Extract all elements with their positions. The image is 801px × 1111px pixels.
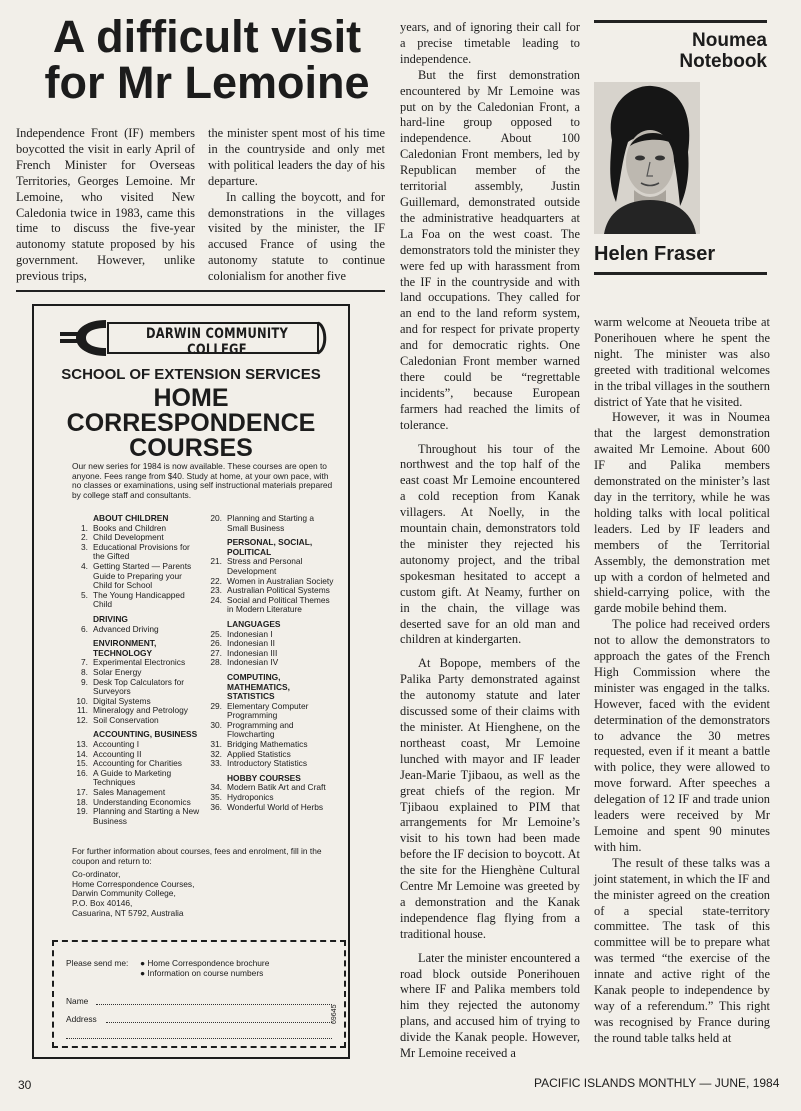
course-list-left [72,514,200,826]
course-section-heading: PERSONAL, SOCIAL, POLITICAL [227,537,313,557]
author-photo [594,82,700,234]
notebook-bottom-rule [594,272,767,275]
course-number: 5. [81,589,88,600]
course-title: Indonesian II [227,638,275,649]
course-title: Books and Children [93,522,167,533]
coupon-option-brochure[interactable]: ● Home Correspondence brochure [140,958,270,968]
course-title: Bridging Mathematics [227,739,308,750]
coupon-address-label: Address [66,1014,97,1024]
course-title: Advanced Driving [93,623,159,634]
paragraph: In calling the boycott, and for demonstrations in the villages visited by the minister, the IF accused France of using the autonomy statute to continue colonialism for another five [208,189,385,284]
notebook-title-line-1: Noumea [692,30,767,51]
course-title: Getting Started — Parents Guide to Preparing your Child for School [93,560,192,591]
course-title: Soil Conservation [93,714,159,725]
course-item [72,562,200,591]
coupon-option-course-info[interactable]: ● Information on course numbers [140,968,264,978]
course-title: Indonesian IV [227,657,279,668]
course-section-heading: ENVIRONMENT, TECHNOLOGY [93,638,157,658]
course-section-heading: ACCOUNTING, BUSINESS [93,729,198,740]
course-title: Accounting for Charities [93,758,182,769]
coupon-send-label: Please send me: [66,958,129,968]
notebook-title [592,30,767,72]
ad-contact-line: For further information about courses, fees and enrolment, fill in the coupon and return to: [72,846,322,866]
course-title: Mineralogy and Petrology [93,705,188,716]
course-number: 20. [210,513,222,523]
course-title: Introductory Statistics [227,758,308,769]
course-number: 16. [76,767,88,778]
course-number: 33. [210,758,222,769]
ad-intro-text: Our new series for 1984 is now available. These courses are open to anyone. Fees range from $40. Study at home, at your own pace, with no classes or examinations, using self instructional materials prepared by college staff and consultants. [72,461,333,500]
logo-mark-icon [60,320,106,356]
course-number: 10. [76,695,88,706]
course-title: Elementary Computer Programming [227,700,309,721]
ad-contact-info [72,847,342,918]
course-number: 24. [210,594,222,605]
coupon-name-label: Name [66,996,89,1006]
course-item [72,807,200,826]
course-item [206,596,336,615]
coupon-address-field[interactable] [106,1022,332,1023]
paragraph: The result of these talks was a joint statement, in which the IF and the minister agreed on the creation of a special state-territory committee. The task of this committee will be to prepare what was termed “the exercise of the innate and active right of the Kanak people to independence by way of a referendum.” This right was recognised by France during the round table talks held at [594,855,770,1045]
page-number: 30 [18,1078,32,1092]
course-title: The Young Handicapped Child [93,589,185,610]
course-number: 4. [81,560,88,571]
course-number: 30. [210,719,222,730]
course-number: 36. [210,801,222,812]
course-title: Accounting I [93,739,140,750]
course-number: 15. [76,758,88,769]
course-number: 21. [210,556,222,567]
paragraph: Independence Front (IF) members boycotted the visit in early April of French Minister for Overseas Territories, Georges Lemoine. Mr Lemoine, who visited New Caledonia twice in 1983, came this time to discuss the five-year autonomy statute proposed by his government. However, unlike previous trips, [16,126,195,284]
course-section-heading: LANGUAGES [227,618,281,629]
paragraph: But the first demonstration encountered by Mr Lemoine was put on by the Caledonian Front, a hard-line group opposed to independence. About 100 Caledonian Front members, led by Republican member of the territorial assembly, Justin Guillemard, demonstrated outside the administrative headquarters at La Foa on the west coast. The demonstrators told the minister they were fed up with harassment from the IF in the countryside and with land occupations. They called for an end to the land reform system, and for respect for private property and for democratic rights. One Caledonian Front member warned there could be “regrettable incidents”, because European farmers had reached the limits of tolerance. [400,67,580,432]
course-section-heading: HOBBY COURSES [227,772,301,783]
course-title: Wonderful World of Herbs [227,801,324,812]
article-headline [0,11,414,108]
article-column-1 [16,126,195,285]
course-section-heading: DRIVING [93,613,128,624]
magazine-footer: PACIFIC ISLANDS MONTHLY — JUNE, 1984 [534,1076,780,1090]
course-title: Educational Provisions for the Gifted [93,541,190,562]
course-number: 11. [76,705,88,716]
course-title: Understanding Economics [93,796,191,807]
courses-title-line: HOME [153,384,229,412]
course-title: Planning and Starting a Small Business [227,513,315,533]
course-title: Solar Energy [93,666,142,677]
ad-contact-line: Home Correspondence Courses, [72,878,195,889]
paragraph: warm welcome at Neoueta tribe at Ponerihouen where he spent the night. The minister was also greeted with traditional welcomes in the tribal villages in the southern district of Yate that he visited. [594,315,770,409]
paragraph: Throughout his tour of the northwest and the top half of the east coast Mr Lemoine encountered a cold reception from Kanak villagers. At Noelly, in the mountain chain, demonstrators told the minister they rejected his autonomy project, and the tribal spokesman hesitated to accept a custom gift. At Neamy, further on in the chain, the village was deserted save for an old man and children at kindergarten. [400,441,580,647]
course-title: Programming and Flowcharting [227,719,294,740]
course-item [206,721,336,740]
course-title: Digital Systems [93,695,151,706]
paragraph: the minister spent most of his time in the countryside and only met with political leaders the day of his departure. [208,126,385,188]
course-number: 18. [76,796,88,807]
course-title: Accounting II [93,748,142,759]
course-number: 23. [210,585,222,596]
course-item [72,591,200,610]
course-title: A Guide to Marketing Techniques [93,767,172,788]
course-number: 31. [210,739,222,750]
course-number: 6. [81,623,88,634]
course-title: Sales Management [93,787,166,798]
course-number: 9. [81,676,88,687]
course-title: Women in Australian Society [227,575,334,586]
course-item [72,678,200,697]
course-item [206,514,336,533]
course-section-heading: COMPUTING, MATHEMATICS, STATISTICS [227,671,290,702]
course-number: 27. [210,647,222,658]
course-item [206,702,336,721]
course-item [72,543,200,562]
course-title: Child Development [93,532,164,543]
advertisement [32,304,350,1059]
course-number: 7. [81,657,88,668]
course-number: 12. [76,714,88,725]
paragraph: The police had received orders not to allow the demonstrators to approach the gates of the French High Commission where the minister was engaged in the talks. However, faced with the evident determination of the demonstrators to advance the 30 metres requested, even if it meant a battle with police, they were allowed to move forward. After speeches a delegation of 12 IF and trade union leaders were received by Mr Lemoine and spent 90 minutes with him. [594,617,770,854]
course-number: 3. [81,541,88,552]
notebook-title-line-2: Notebook [679,51,767,72]
ad-contact-line: P.O. Box 40146, [72,897,133,908]
paragraph: years, and of ignoring their call for a precise timetable leading to independence. [400,20,580,66]
course-title: Planning and Starting a New Business [93,806,200,826]
course-title: Australian Political Systems [227,585,330,596]
notebook-top-rule [594,20,767,23]
course-item [206,803,336,813]
article-column-2 [208,126,385,285]
course-number: 28. [210,657,222,668]
course-title: Social and Political Themes in Modern Literature [227,594,330,615]
article-column-4 [594,315,770,1047]
course-item [72,625,200,635]
course-list-right [206,514,336,812]
course-title: Indonesian III [227,647,278,658]
school-name: SCHOOL OF EXTENSION SERVICES [61,366,321,383]
course-item [206,557,336,576]
courses-title-line: CORRESPONDENCE [66,409,316,437]
course-number: 13. [76,739,88,750]
ad-contact-line: Casuarina, NT 5792, Australia [72,907,184,918]
course-title: Stress and Personal Development [227,556,303,576]
ad-contact-line: Darwin Community College, [72,888,176,899]
course-title: Experimental Electronics [93,657,186,668]
order-coupon [52,940,346,1048]
paragraph: At Bopope, members of the Palika Party demonstrated against the autonomy statute and later discussed some of their claims with the minister. At Hienghene, on the northeast coast, Mr Lemoine lunched with mayor and IF leader Jean-Marie Tjibaou, as well as the great chiefs of the region. Mr Tjibaou explained to PIM that arrangements for Mr Lemoine’s visit to his town had been made before the IF decision to boycott. At the site for the Hienghène Cultural Centre Mr Lemoine was greeted by a demonstration and the Kanak independence flag flying from a traditional house. [400,656,580,941]
course-title: Indonesian I [227,628,273,639]
course-number: 17. [76,787,88,798]
headline-line-1: A difficult visit [52,11,362,62]
college-name: DARWIN COMMUNITY COLLEGE [145,326,289,358]
course-number: 1. [81,522,88,533]
course-number: 29. [210,700,222,711]
paragraph: Later the minister encountered a road block outside Ponerihouen where IF and Palika members told him they rejected the autonomy plans, and accused him of trying to divide the Kanak people. However, Mr Lemoine received a [400,950,580,1061]
course-number: 34. [210,782,222,793]
coupon-code: 69645 [331,1004,338,1024]
section-divider [16,290,385,292]
course-number: 35. [210,792,222,803]
course-title: Hydroponics [227,792,274,803]
courses-title-line: COURSES [129,434,253,462]
coupon-address-field-2[interactable] [66,1038,332,1039]
headline-line-2: for Mr Lemoine [44,57,370,108]
course-title: Modern Batik Art and Craft [227,782,326,793]
course-item [206,658,336,668]
coupon-name-field[interactable] [96,1004,332,1005]
course-number: 22. [210,575,222,586]
ad-contact-line: Co-ordinator, [72,869,121,880]
course-number: 19. [76,806,88,817]
course-number: 26. [210,638,222,649]
course-number: 2. [81,532,88,543]
course-number: 8. [81,666,88,677]
course-number: 14. [76,748,88,759]
courses-title [34,386,348,461]
paragraph: However, it was in Noumea that the largest demonstration awaited Mr Lemoine. About 600 IF and Palika members demonstrated on the minister’s last day in the territory, while he was holding talks with local political leaders. Led by IF leaders and members of the Territorial Assembly, the demonstration met up with a cordon of helmeted and shield-carrying police, with the garde mobile behind them. [594,410,770,616]
course-title: Applied Statistics [227,748,291,759]
course-section-heading: ABOUT CHILDREN [93,513,169,523]
course-number: 25. [210,628,222,639]
course-item [72,769,200,788]
course-title: Desk Top Calculators for Surveyors [93,676,185,697]
author-byline: Helen Fraser [594,243,716,265]
article-column-3 [400,20,580,1062]
course-item [206,759,336,769]
course-item [72,716,200,726]
course-number: 32. [210,748,222,759]
